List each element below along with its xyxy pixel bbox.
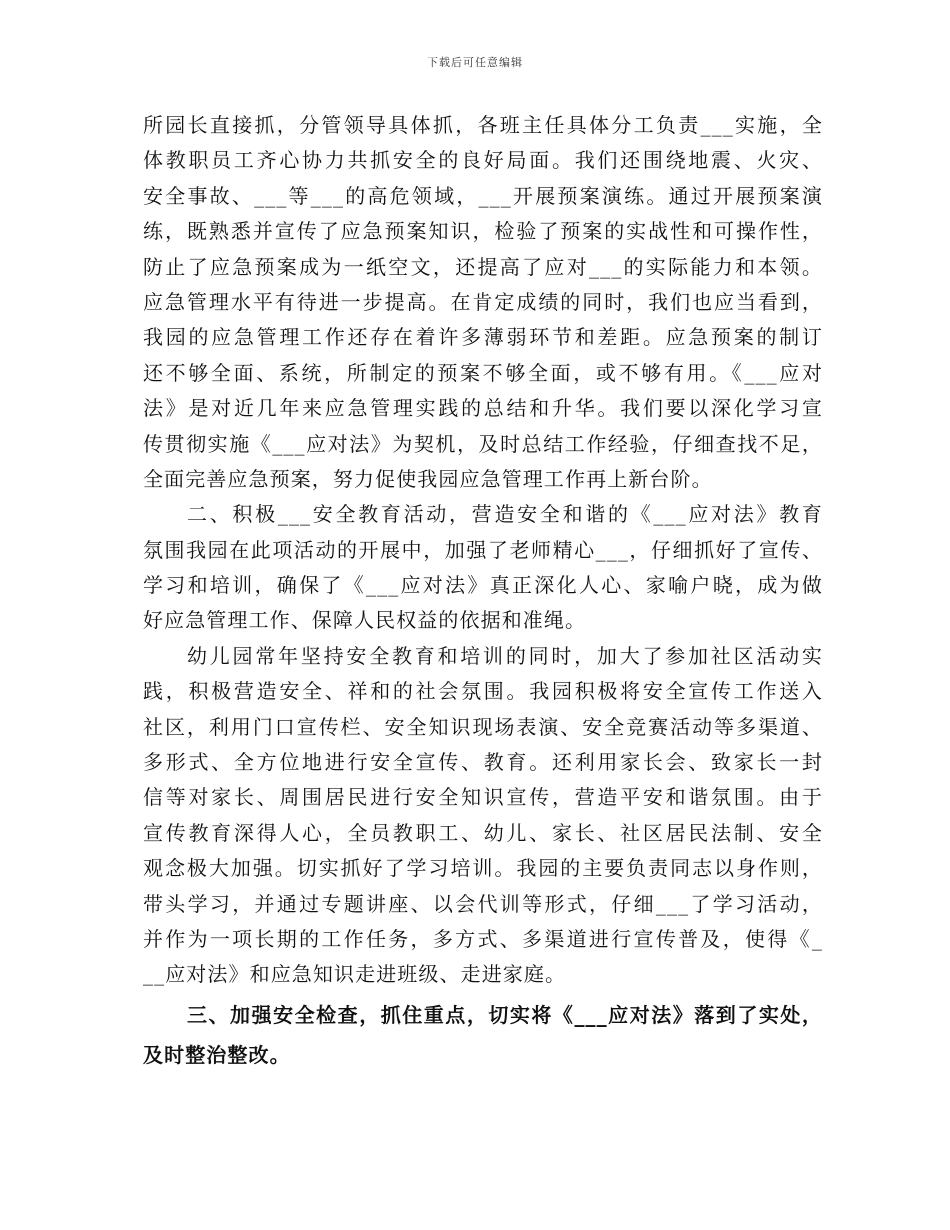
text-line: 体教职员工齐心协力共抓安全的良好局面。我们还围绕地震、火灾、 xyxy=(143,148,823,173)
section-three-heading: 三、加强安全检查，抓住重点，切实将《___应对法》落到了实处， xyxy=(187,1002,823,1027)
paragraph-start-line: 幼儿园常年坚持安全教育和培训的同时，加大了参加社区活动实 xyxy=(187,643,823,668)
text-line: 并作为一项长期的工作任务，多方式、多渠道进行宣传普及，使得《_ xyxy=(143,926,823,951)
text-line: 全面完善应急预案，努力促使我园应急管理工作再上新台阶。 xyxy=(143,466,713,491)
section-three-heading-continuation: 及时整治整改。 xyxy=(143,1042,291,1067)
text-line: 所园长直接抓，分管领导具体抓，各班主任具体分工负责___实施，全 xyxy=(143,113,823,137)
text-line: 带头学习，并通过专题讲座、以会代训等形式，仔细___了学习活动， xyxy=(143,891,823,916)
text-line: 社区，利用门口宣传栏、安全知识现场表演、安全竞赛活动等多渠道、 xyxy=(143,714,823,739)
text-line: 应急管理水平有待进一步提高。在肯定成绩的同时，我们也应当看到， xyxy=(143,289,823,314)
text-line: 观念极大加强。切实抓好了学习培训。我园的主要负责同志以身作则， xyxy=(143,856,823,881)
text-line: 信等对家长、周围居民进行安全知识宣传，营造平安和谐氛围。由于 xyxy=(143,785,823,810)
page-header-note: 下载后可任意编辑 xyxy=(427,56,523,69)
text-line: 多形式、全方位地进行安全宣传、教育。还利用家长会、致家长一封 xyxy=(143,750,823,775)
text-line: 安全事故、___等___的高危领域，___开展预案演练。通过开展预案演 xyxy=(143,183,823,208)
text-line: 宣传教育深得人心，全员教职工、幼儿、家长、社区居民法制、安全 xyxy=(143,820,823,845)
text-line: 防止了应急预案成为一纸空文，还提高了应对___的实际能力和本领。 xyxy=(143,254,823,279)
text-line: 我园的应急管理工作还存在着许多薄弱环节和差距。应急预案的制订 xyxy=(143,325,823,350)
document-body xyxy=(143,108,823,1073)
text-line: 氛围我园在此项活动的开展中，加强了老师精心___，仔细抓好了宣传、 xyxy=(143,537,823,562)
text-line: 练，既熟悉并宣传了应急预案知识，检验了预案的实战性和可操作性， xyxy=(143,219,823,244)
text-line: 践，积极营造安全、祥和的社会氛围。我园积极将安全宣传工作送入 xyxy=(143,679,823,704)
text-line: 学习和培训，确保了《___应对法》真正深化人心、家喻户晓，成为做 xyxy=(143,573,823,598)
text-line: 法》是对近几年来应急管理实践的总结和升华。我们要以深化学习宣 xyxy=(143,396,823,421)
text-line: 好应急管理工作、保障人民权益的依据和准绳。 xyxy=(143,608,587,633)
text-line: __应对法》和应急知识走进班级、走进家庭。 xyxy=(143,962,567,987)
text-line: 还不够全面、系统，所制定的预案不够全面，或不够有用。《___应对 xyxy=(143,360,823,385)
section-two-heading-line: 二、积极___安全教育活动，营造安全和谐的《___应对法》教育 xyxy=(187,502,823,527)
text-line: 传贯彻实施《___应对法》为契机，及时总结工作经验，仔细查找不足， xyxy=(143,431,823,456)
